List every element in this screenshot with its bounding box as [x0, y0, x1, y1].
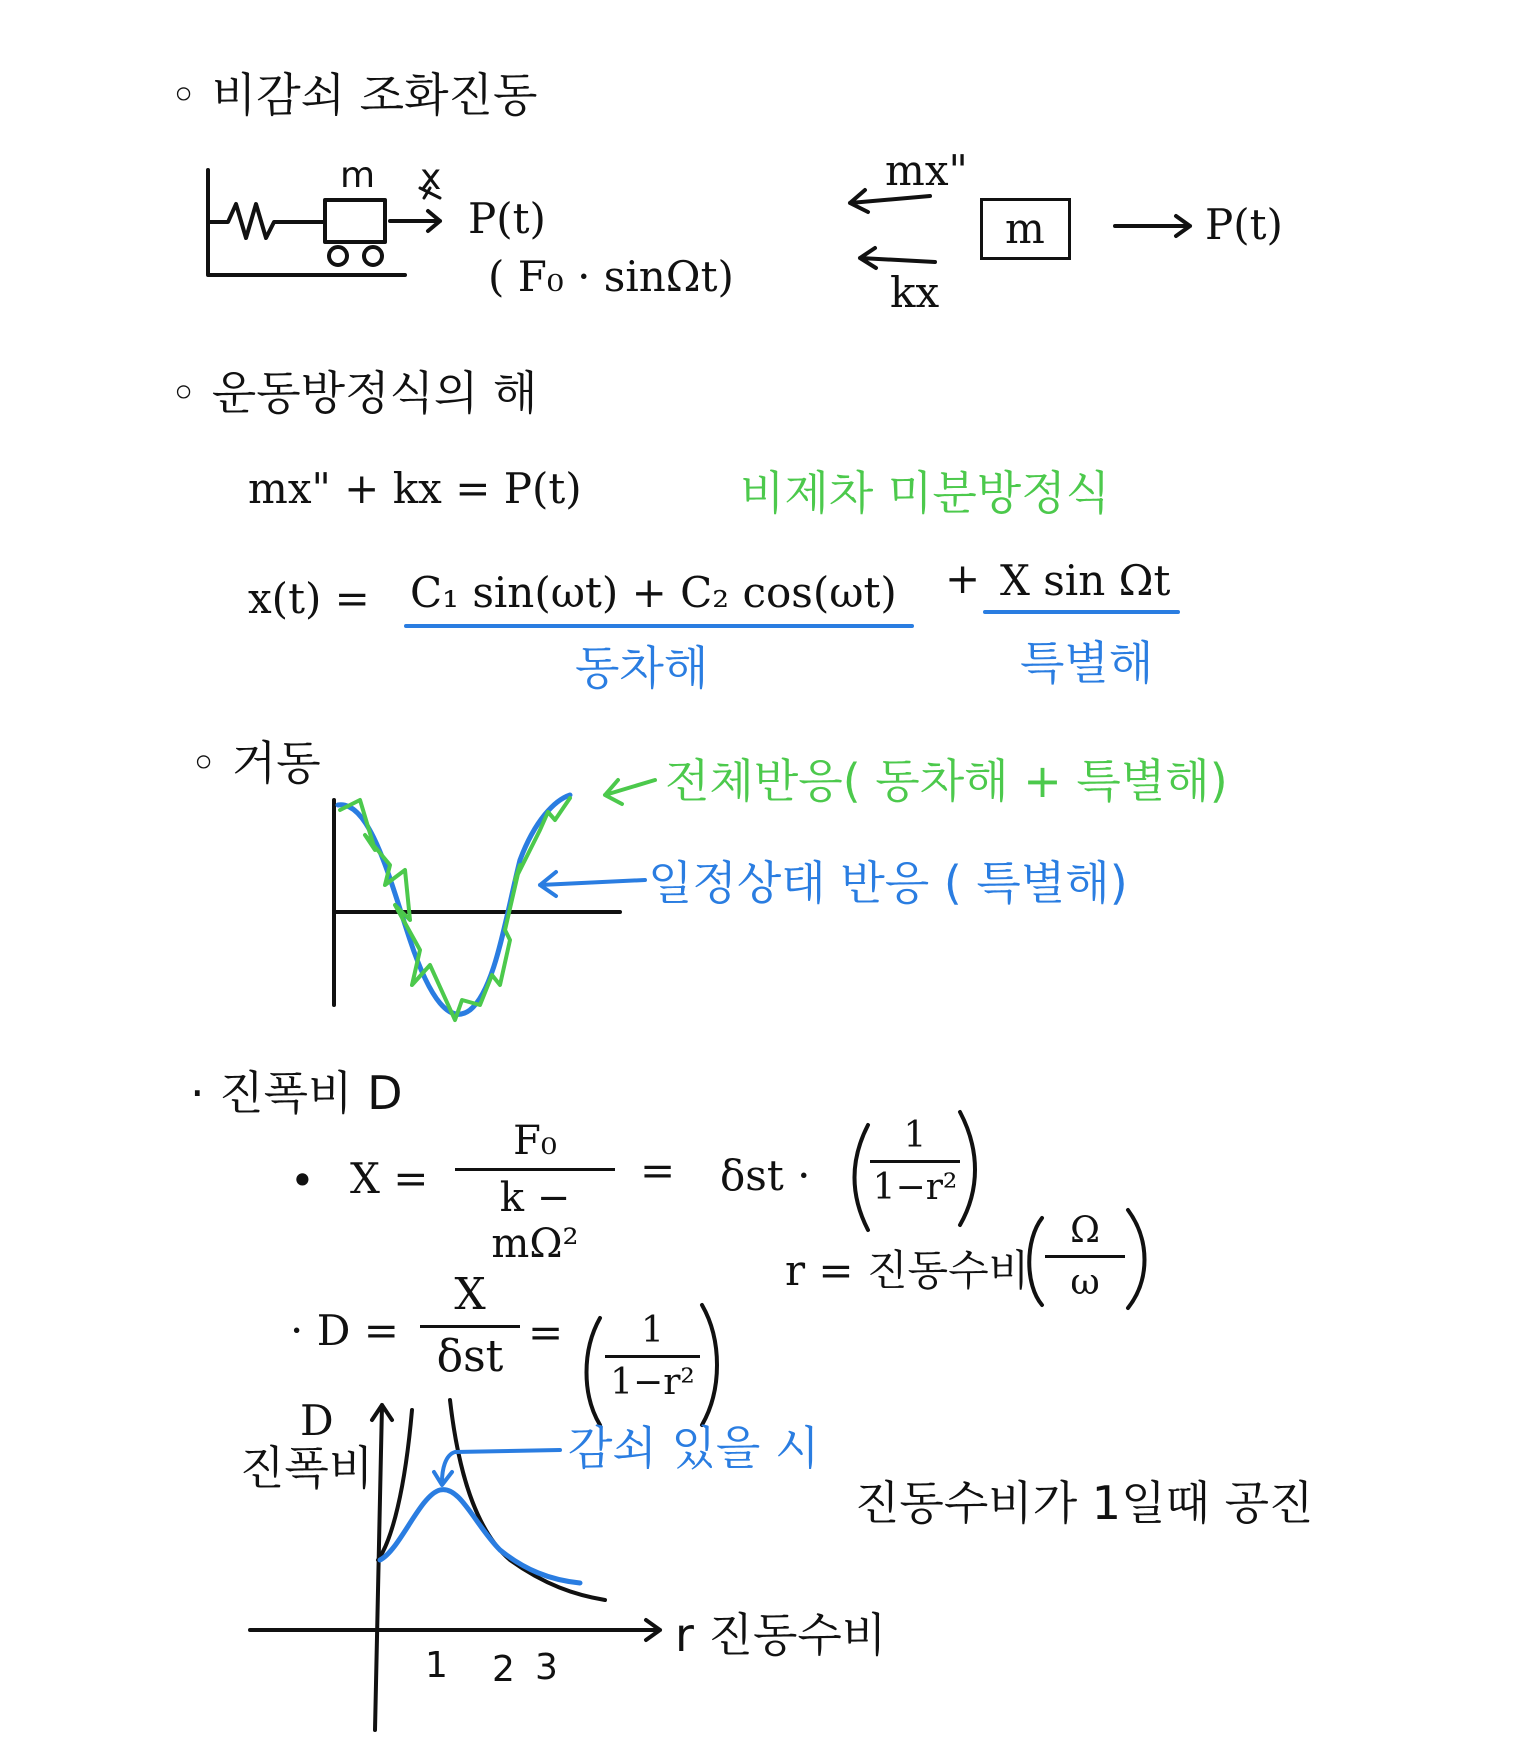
particular-label: 특별해 [1020, 636, 1154, 690]
damped-curve [380, 1490, 580, 1583]
total-response-label: 전체반응( 동차해 + 특별해) [665, 754, 1228, 808]
section-title-eom-solution: ◦ 운동방정식의 해 [170, 366, 538, 420]
x-lhs: X = [350, 1154, 429, 1203]
d-denominator: δst [436, 1330, 504, 1382]
graph-tick-2: 2 [492, 1649, 515, 1690]
displacement-label: x [420, 157, 442, 198]
equation-of-motion: mx" + kx = P(t) [248, 464, 582, 513]
x-denominator: k − mΩ² [491, 1175, 579, 1267]
x-ratio-numerator: 1 [903, 1115, 927, 1156]
graph-x-axis-label: r 진동수비 [675, 1608, 887, 1662]
solution-lhs: x(t) = [248, 574, 370, 623]
x-delta-st: δst · [720, 1151, 811, 1200]
r-numerator: Ω [1070, 1210, 1100, 1251]
x-numerator: F₀ [513, 1118, 557, 1164]
graph-y-axis-label: 진폭비 [240, 1441, 374, 1495]
x-bullet: • [290, 1156, 315, 1205]
graph-y-axis-symbol: D [300, 1396, 334, 1445]
x-ratio-fraction [870, 1115, 960, 1209]
fbd-inertia-label: mx" [885, 146, 968, 195]
graph-tick-3: 3 [535, 1647, 558, 1688]
fbd-force-label: P(t) [1205, 200, 1283, 249]
x-ratio-denominator: 1−r² [872, 1167, 958, 1209]
d-numerator: X [454, 1269, 486, 1320]
r-fraction [1045, 1210, 1125, 1304]
d-ratio-denominator: 1−r² [610, 1362, 695, 1404]
d-lhs: · D = [290, 1306, 399, 1355]
r-denominator: ω [1070, 1262, 1100, 1304]
graph-tick-1: 1 [425, 1645, 448, 1686]
spring-mass-system [208, 170, 440, 275]
eom-note: 비제차 미분방정식 [740, 466, 1111, 520]
d-ratio-fraction [605, 1310, 700, 1404]
x-equals-2: = [640, 1146, 676, 1195]
section-title-behavior: ◦ 거동 [190, 736, 321, 790]
resonance-note: 진동수비가 1일때 공진 [855, 1476, 1314, 1530]
r-definition: r = 진동수비 [785, 1246, 1030, 1295]
section-title-undamped: ◦ 비감쇠 조화진동 [170, 68, 538, 122]
d-fraction [420, 1270, 520, 1382]
mass-label: m [340, 155, 376, 196]
particular-solution: X sin Ωt [1000, 556, 1171, 605]
force-expression: ( F₀ · sinΩt) [488, 252, 734, 301]
homogeneous-solution: C₁ sin(ωt) + C₂ cos(ωt) [410, 568, 897, 617]
steady-state-curve [338, 795, 570, 1014]
section-title-amplitude-ratio: · 진폭비 D [190, 1066, 403, 1120]
fbd-mass-label: m [1005, 204, 1045, 253]
force-label: P(t) [468, 194, 546, 243]
steady-state-label: 일정상태 반응 ( 특별해) [648, 856, 1128, 910]
damped-label: 감쇠 있을 시 [568, 1421, 820, 1475]
solution-plus: + [945, 554, 981, 603]
d-ratio-numerator: 1 [641, 1310, 664, 1351]
x-fraction [455, 1118, 615, 1267]
d-equals: = [528, 1308, 564, 1357]
response-plot [334, 780, 655, 1020]
fbd-spring-label: kx [890, 268, 940, 317]
homogeneous-label: 동차해 [575, 641, 709, 695]
